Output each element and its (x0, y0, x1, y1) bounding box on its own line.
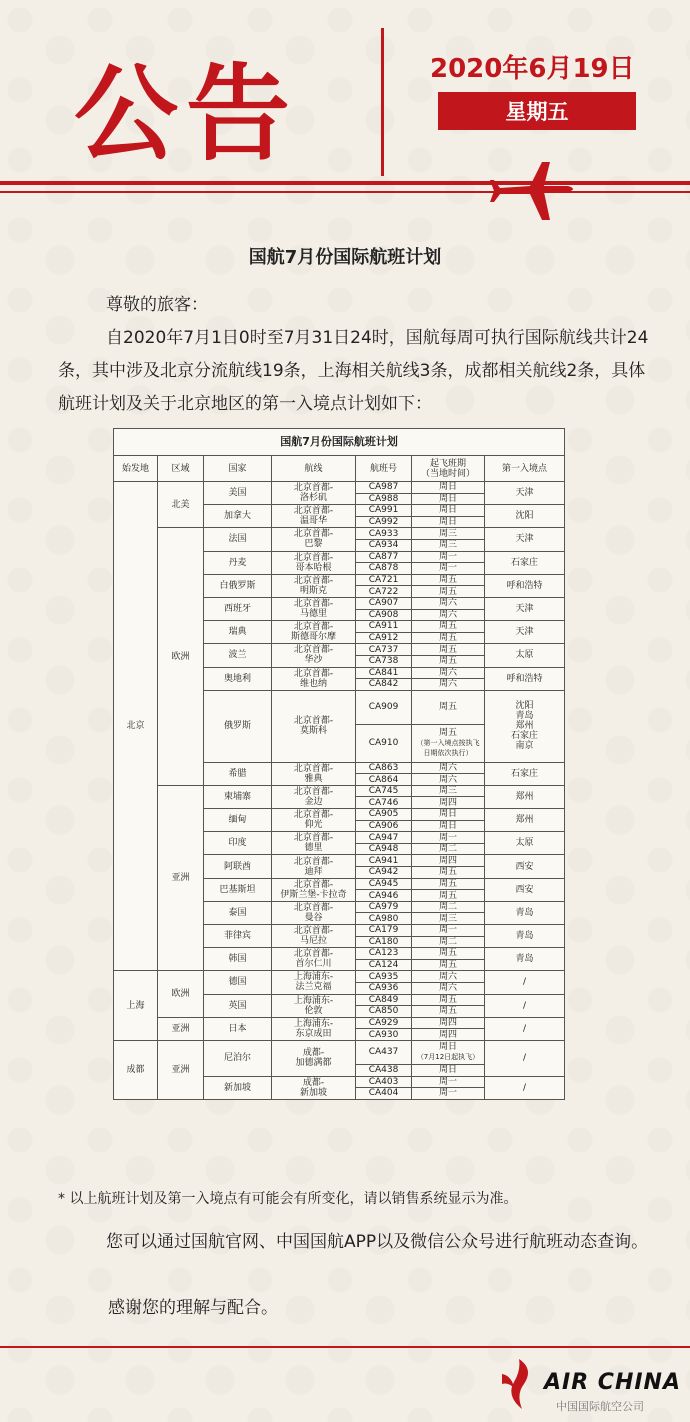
entry-point-cell: / (485, 1040, 565, 1076)
flight-number-cell: CA988 (356, 493, 412, 505)
entry-point-cell: 青岛 (485, 948, 565, 971)
route-origin: 北京首都- (293, 902, 334, 913)
schedule-cell: 周五 (412, 1006, 485, 1018)
flight-number-cell: CA934 (356, 539, 412, 551)
route-origin: 北京首都- (293, 926, 334, 937)
route-origin: 北京首都- (293, 856, 334, 867)
country-cell: 菲律宾 (204, 925, 272, 948)
entry-point-cell: 天津 (485, 621, 565, 644)
region-cell: 亚洲 (158, 1040, 204, 1099)
flight-number-cell: CA721 (356, 574, 412, 586)
route-destination: 明斯克 (299, 585, 327, 596)
schedule-cell: 周三 (412, 539, 485, 551)
route-destination: 斯德哥尔摩 (290, 632, 336, 643)
schedule-cell: 周五 (412, 948, 485, 960)
schedule-cell: 周五 (412, 690, 485, 724)
region-cell: 亚洲 (158, 1017, 204, 1040)
route-cell (272, 994, 356, 1017)
schedule-cell: 周日 (412, 493, 485, 505)
flight-number-cell: CA910 (356, 724, 412, 762)
route-origin: 上海浦东- (293, 995, 334, 1006)
route-destination: 新加坡 (299, 1087, 327, 1098)
greeting: 尊敬的旅客： (106, 295, 208, 315)
route-origin: 北京首都- (293, 506, 334, 517)
region-cell: 北美 (158, 482, 204, 528)
document-title: 国航7月份国际航班计划 (248, 247, 442, 268)
schedule-cell: 周五 (412, 959, 485, 971)
schedule-cell: 周日 (412, 809, 485, 821)
route-destination: 金边 (304, 796, 323, 807)
route-cell (272, 667, 356, 690)
route-cell (272, 832, 356, 855)
country-cell: 奥地利 (204, 667, 272, 690)
flight-number-cell: CA878 (356, 563, 412, 575)
country-cell: 日本 (204, 1017, 272, 1040)
schedule-cell: 周五 (412, 655, 485, 667)
schedule-cell: 周一 (412, 832, 485, 844)
route-cell (272, 809, 356, 832)
entry-point-cell: 太原 (485, 644, 565, 667)
flight-number-cell: CA979 (356, 901, 412, 913)
entry-point-cell: 西安 (485, 878, 565, 901)
flight-number-cell: CA907 (356, 597, 412, 609)
table-row (114, 1040, 565, 1064)
origin-cell: 成都 (114, 1040, 158, 1099)
schedule-cell (412, 724, 485, 762)
route-part: 北京首都- (293, 716, 334, 727)
announcement-title: 公告 (74, 53, 299, 175)
flight-number-cell: CA849 (356, 994, 412, 1006)
brand-name-cn: 中国国际航空公司 (556, 1400, 644, 1413)
route-origin: 北京首都- (293, 668, 334, 679)
entry-point-cell: 天津 (485, 482, 565, 505)
header-schedule (412, 456, 485, 482)
route-destination: 巴黎 (304, 539, 323, 550)
flight-number-cell: CA942 (356, 867, 412, 879)
entry-point-cell: 天津 (485, 528, 565, 551)
route-cell (272, 505, 356, 528)
flight-number-cell: CA936 (356, 982, 412, 994)
schedule-cell: 周一 (412, 1088, 485, 1100)
route-cell (272, 621, 356, 644)
schedule-cell: 周一 (412, 563, 485, 575)
route-destination: 洛杉矶 (299, 493, 327, 504)
schedule-cell: 周三 (412, 785, 485, 797)
route-cell (272, 762, 356, 785)
route-cell (272, 1076, 356, 1099)
route-origin: 北京首都- (293, 949, 334, 960)
route-destination: 马德里 (299, 609, 327, 620)
entry-point-cell: 天津 (485, 597, 565, 620)
airplane-icon (490, 158, 580, 228)
announcement-date: 2020年6月19日 (430, 54, 635, 84)
flight-number-cell: CA179 (356, 925, 412, 937)
flight-number-cell: CA935 (356, 971, 412, 983)
route-origin: 成都- (302, 1077, 325, 1088)
flight-number-cell: CA909 (356, 690, 412, 724)
schedule-cell: 周三 (412, 528, 485, 540)
flight-number-cell: CA991 (356, 505, 412, 517)
route-part: 成都- (302, 1048, 325, 1059)
route-cell (272, 597, 356, 620)
route-cell (272, 528, 356, 551)
flight-number-cell: CA180 (356, 936, 412, 948)
schedule-cell: 周六 (412, 667, 485, 679)
route-origin: 北京首都- (293, 645, 334, 656)
header-rule (0, 181, 690, 185)
schedule-cell: 周二 (412, 901, 485, 913)
country-cell: 英国 (204, 994, 272, 1017)
weekday-badge: 星期五 (438, 92, 636, 130)
country-cell: 波兰 (204, 644, 272, 667)
route-destination: 雅典 (304, 773, 323, 784)
route-cell (272, 690, 356, 762)
route-origin: 北京首都- (293, 483, 334, 494)
entry-point-cell: 西安 (485, 855, 565, 878)
route-cell (272, 1040, 356, 1076)
country-cell: 俄罗斯 (204, 690, 272, 762)
route-destination: 曼谷 (304, 912, 323, 923)
route-cell (272, 551, 356, 574)
entry-point: 石家庄 (511, 731, 539, 742)
header-country: 国家 (204, 456, 272, 482)
country-cell: 柬埔寨 (204, 785, 272, 808)
entry-point-cell: / (485, 1017, 565, 1040)
flight-number-cell: CA404 (356, 1088, 412, 1100)
entry-point: 南京 (515, 741, 534, 752)
schedule-cell: 周五 (412, 890, 485, 902)
schedule-cell: 周六 (412, 609, 485, 621)
route-cell (272, 574, 356, 597)
route-origin: 北京首都- (293, 552, 334, 563)
flight-number-cell: CA863 (356, 762, 412, 774)
route-cell (272, 878, 356, 901)
schedule-cell: 周六 (412, 774, 485, 786)
schedule-cell: 周三 (412, 913, 485, 925)
schedule-cell: 周五 (412, 867, 485, 879)
region-cell: 亚洲 (158, 785, 204, 971)
flight-number-cell: CA908 (356, 609, 412, 621)
entry-point-cell: 呼和浩特 (485, 667, 565, 690)
schedule-cell: 周二 (412, 936, 485, 948)
schedule-note: （第一入境点按执飞 (416, 739, 480, 748)
route-origin: 北京首都- (293, 833, 334, 844)
flight-number-cell: CA947 (356, 832, 412, 844)
table-row (114, 528, 565, 540)
country-cell: 印度 (204, 832, 272, 855)
flight-number-cell: CA842 (356, 679, 412, 691)
route-cell (272, 971, 356, 994)
flight-number-cell: CA403 (356, 1076, 412, 1088)
entry-point-cell: 郑州 (485, 785, 565, 808)
origin-cell: 上海 (114, 971, 158, 1041)
flight-number-cell: CA992 (356, 516, 412, 528)
route-destination: 伊斯兰堡-卡拉奇 (280, 889, 347, 900)
schedule-cell: 周日 (412, 1064, 485, 1076)
schedule-cell (412, 1040, 485, 1064)
flight-number-cell: CA841 (356, 667, 412, 679)
route-cell (272, 855, 356, 878)
header-rule-thin (0, 191, 690, 193)
flight-number-cell: CA987 (356, 482, 412, 494)
schedule-cell: 周六 (412, 971, 485, 983)
schedule-cell: 周四 (412, 797, 485, 809)
flight-number-cell: CA746 (356, 797, 412, 809)
flight-number-cell: CA738 (356, 655, 412, 667)
route-cell (272, 948, 356, 971)
country-cell: 加拿大 (204, 505, 272, 528)
route-cell (272, 925, 356, 948)
entry-point-cell: 石家庄 (485, 551, 565, 574)
table-row (114, 482, 565, 494)
country-cell: 韩国 (204, 948, 272, 971)
country-cell: 泰国 (204, 901, 272, 924)
route-origin: 北京首都- (293, 786, 334, 797)
flight-number-cell: CA912 (356, 632, 412, 644)
thanks-text: 感谢您的理解与配合。 (108, 1298, 278, 1318)
route-destination: 迪拜 (304, 866, 323, 877)
country-cell: 西班牙 (204, 597, 272, 620)
country-cell: 尼泊尔 (204, 1040, 272, 1076)
footnote: * 以上航班计划及第一入境点有可能会有所变化，请以销售系统显示为准。 (58, 1191, 518, 1207)
flight-number-cell: CA864 (356, 774, 412, 786)
route-origin: 上海浦东- (293, 972, 334, 983)
region-cell: 欧洲 (158, 971, 204, 1017)
schedule-cell: 周五 (412, 878, 485, 890)
table-row (114, 971, 565, 983)
schedule-cell: 周六 (412, 679, 485, 691)
entry-point-cell (485, 690, 565, 762)
schedule-cell: 周二 (412, 843, 485, 855)
header-schedule-label: 起飞班期 (429, 458, 466, 469)
header-schedule-sub: （当地时间） (420, 468, 475, 479)
route-origin: 北京首都- (293, 763, 334, 774)
country-cell: 缅甸 (204, 809, 272, 832)
flight-number-cell: CA437 (356, 1040, 412, 1064)
route-destination: 仰光 (304, 820, 323, 831)
origin-cell: 北京 (114, 482, 158, 971)
country-cell: 阿联酋 (204, 855, 272, 878)
header-route: 航线 (272, 456, 356, 482)
schedule-cell: 周四 (412, 855, 485, 867)
flight-number-cell: CA722 (356, 586, 412, 598)
flight-number-cell: CA850 (356, 1006, 412, 1018)
route-cell (272, 644, 356, 667)
schedule-cell: 周四 (412, 1029, 485, 1041)
flight-number-cell: CA941 (356, 855, 412, 867)
country-cell: 白俄罗斯 (204, 574, 272, 597)
route-destination: 华沙 (304, 655, 323, 666)
schedule-note: 周日 (438, 1042, 457, 1053)
header-entry: 第一入境点 (485, 456, 565, 482)
country-cell: 德国 (204, 971, 272, 994)
route-destination: 马尼拉 (299, 936, 327, 947)
flight-number-cell: CA745 (356, 785, 412, 797)
flight-number-cell: CA946 (356, 890, 412, 902)
schedule-cell: 周五 (412, 621, 485, 633)
route-origin: 北京首都- (293, 879, 334, 890)
entry-point-cell: 青岛 (485, 901, 565, 924)
entry-point-cell: 青岛 (485, 925, 565, 948)
country-cell: 瑞典 (204, 621, 272, 644)
entry-point-cell: 太原 (485, 832, 565, 855)
schedule-cell: 周五 (412, 632, 485, 644)
contact-paragraph: 您可以通过国航官网、中国国航APP以及微信公众号进行航班动态查询。 (106, 1232, 649, 1252)
route-origin: 北京首都- (293, 529, 334, 540)
flight-number-cell: CA877 (356, 551, 412, 563)
schedule-cell: 周一 (412, 551, 485, 563)
country-cell: 丹麦 (204, 551, 272, 574)
entry-point-cell: / (485, 1076, 565, 1099)
route-destination: 哥本哈根 (295, 562, 332, 573)
entry-point: 郑州 (515, 721, 534, 732)
country-cell: 巴基斯坦 (204, 878, 272, 901)
route-origin: 北京首都- (293, 575, 334, 586)
schedule-cell: 周六 (412, 597, 485, 609)
header-flight: 航班号 (356, 456, 412, 482)
route-origin: 北京首都- (293, 599, 334, 610)
route-origin: 北京首都- (293, 810, 334, 821)
route-destination: 维也纳 (299, 678, 327, 689)
header-origin: 始发地 (114, 456, 158, 482)
table-row (114, 785, 565, 797)
flight-schedule-table (113, 428, 564, 1100)
entry-point-cell: 郑州 (485, 809, 565, 832)
entry-point-cell: 石家庄 (485, 762, 565, 785)
country-cell: 美国 (204, 482, 272, 505)
footer-rule (0, 1346, 690, 1348)
air-china-logo-icon (494, 1354, 544, 1414)
schedule-note: 日期依次执行） (423, 749, 473, 758)
header-region: 区域 (158, 456, 204, 482)
route-part: 加德满都 (295, 1058, 332, 1069)
schedule-cell: 周四 (412, 1017, 485, 1029)
flight-number-cell: CA438 (356, 1064, 412, 1076)
schedule-note: （7月12日起执飞） (416, 1053, 480, 1062)
country-cell: 法国 (204, 528, 272, 551)
flight-number-cell: CA123 (356, 948, 412, 960)
entry-point-cell: 呼和浩特 (485, 574, 565, 597)
flight-number-cell: CA980 (356, 913, 412, 925)
route-origin: 北京首都- (293, 622, 334, 633)
schedule-cell: 周六 (412, 982, 485, 994)
flight-number-cell: CA948 (356, 843, 412, 855)
flight-number-cell: CA737 (356, 644, 412, 656)
flight-number-cell: CA911 (356, 621, 412, 633)
flight-number-cell: CA905 (356, 809, 412, 821)
schedule-cell: 周五 (412, 644, 485, 656)
route-cell (272, 785, 356, 808)
header-divider (381, 28, 384, 176)
schedule-cell: 周日 (412, 516, 485, 528)
schedule-cell: 周日 (412, 505, 485, 517)
intro-paragraph: 自2020年7月1日0时至7月31日24时，国航每周可执行国际航线共计24条，其中涉及北京分流航线19条，上海相关航线3条，成都相关航线2条，具体航班计划及关于北京地区的第一入境点计划如下： (58, 328, 649, 414)
flight-number-cell: CA930 (356, 1029, 412, 1041)
route-destination: 伦敦 (304, 1005, 323, 1016)
route-destination: 温哥华 (299, 516, 327, 527)
schedule-cell: 周日 (412, 820, 485, 832)
entry-point: 青岛 (515, 711, 534, 722)
route-cell (272, 482, 356, 505)
route-origin: 上海浦东- (293, 1018, 334, 1029)
entry-point-cell: 沈阳 (485, 505, 565, 528)
table-caption: 国航7月份国际航班计划 (114, 429, 565, 456)
schedule-cell: 周五 (412, 574, 485, 586)
schedule-cell: 周一 (412, 1076, 485, 1088)
entry-point-cell: / (485, 994, 565, 1017)
schedule-cell: 周五 (412, 586, 485, 598)
entry-point-cell: / (485, 971, 565, 994)
flight-number-cell: CA929 (356, 1017, 412, 1029)
schedule-cell: 周一 (412, 925, 485, 937)
route-destination: 首尔仁川 (295, 959, 332, 970)
schedule-note: 周五 (438, 728, 457, 739)
brand-name: AIR CHINA (544, 1370, 681, 1395)
country-cell: 希腊 (204, 762, 272, 785)
route-destination: 德里 (304, 843, 323, 854)
country-cell: 新加坡 (204, 1076, 272, 1099)
flight-number-cell: CA124 (356, 959, 412, 971)
route-destination: 东京成田 (295, 1028, 332, 1039)
schedule-cell: 周五 (412, 994, 485, 1006)
flight-number-cell: CA906 (356, 820, 412, 832)
flight-number-cell: CA933 (356, 528, 412, 540)
entry-point: 沈阳 (515, 701, 534, 712)
table-row (114, 1017, 565, 1029)
route-cell (272, 901, 356, 924)
route-cell (272, 1017, 356, 1040)
region-cell: 欧洲 (158, 528, 204, 786)
route-part: 莫斯科 (299, 726, 327, 737)
route-destination: 法兰克福 (295, 982, 332, 993)
flight-number-cell: CA945 (356, 878, 412, 890)
schedule-cell: 周六 (412, 762, 485, 774)
schedule-cell: 周日 (412, 482, 485, 494)
